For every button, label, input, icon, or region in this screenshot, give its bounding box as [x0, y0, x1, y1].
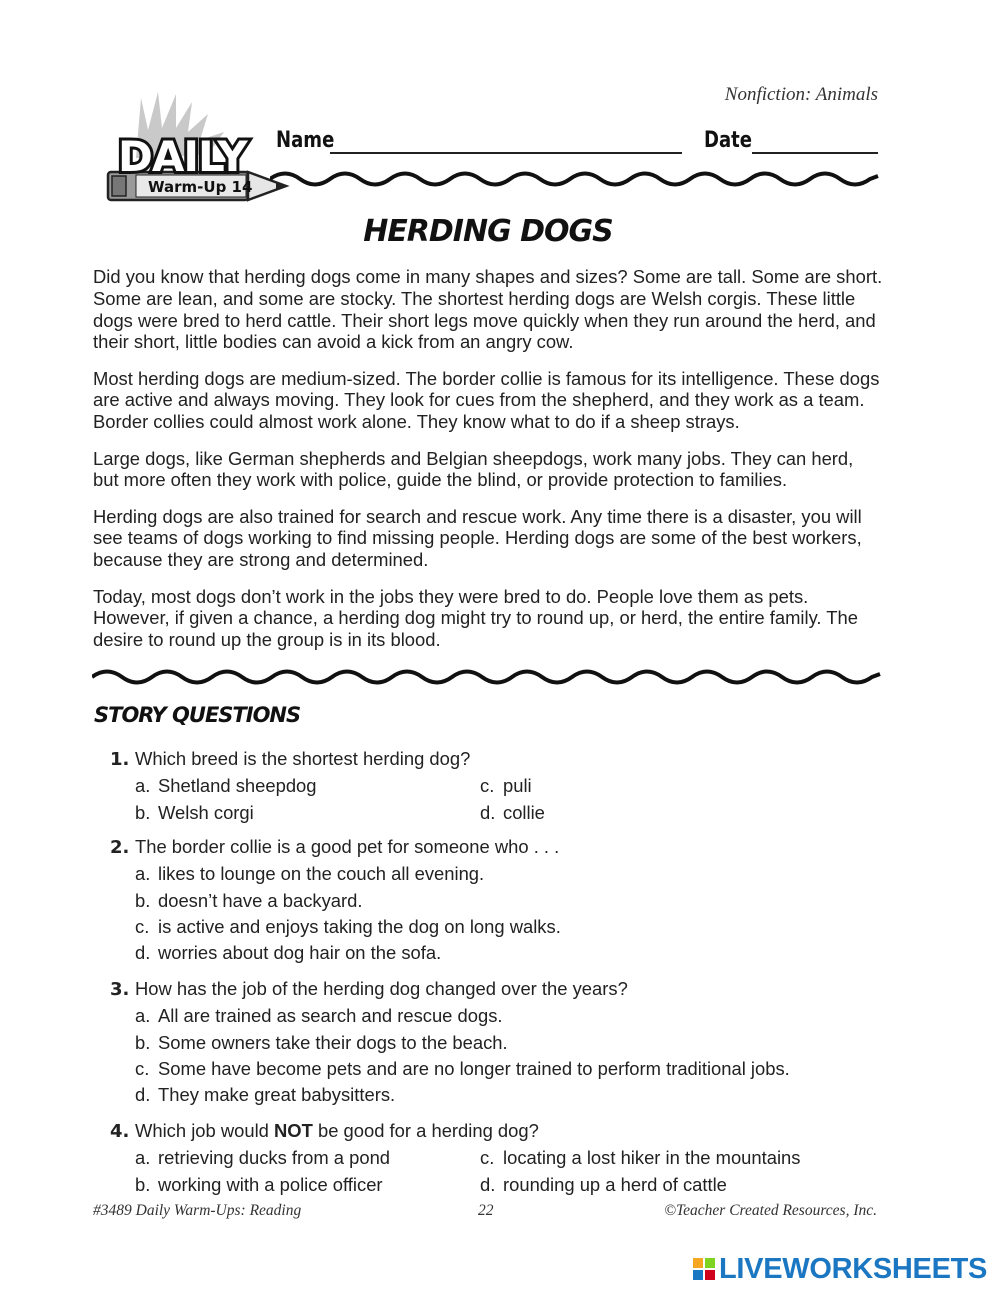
- question-text: Which job would NOT be good for a herding dog?: [135, 1120, 539, 1141]
- answer-option-b[interactable]: b. working with a police officer: [135, 1173, 383, 1195]
- wave-divider-middle: [92, 666, 882, 688]
- answer-option-d[interactable]: d. worries about dog hair on the sofa.: [135, 942, 442, 964]
- answer-option-a[interactable]: a. Shetland sheepdog: [135, 775, 317, 797]
- story-paragraph: Today, most dogs don’t work in the jobs they were bred to do. People love them as pets. However, if given a chance, a herding dog might try to round up, or herd, the entire family. The desire to round up the group is in its blood.: [93, 585, 858, 651]
- answer-option-c[interactable]: c. puli: [480, 775, 532, 797]
- answer-option-c[interactable]: c. Some have become pets and are no longer trained to perform traditional jobs.: [135, 1057, 790, 1079]
- daily-word: [118, 132, 248, 181]
- answer-option-d[interactable]: d. collie: [480, 801, 545, 823]
- answer-option-d[interactable]: d. rounding up a herd of cattle: [480, 1173, 727, 1195]
- question-number: 4.: [110, 1121, 130, 1142]
- question-number: 3.: [110, 979, 130, 1000]
- liveworksheets-logo-icon: [693, 1258, 715, 1280]
- warm-up-number: Warm-Up 14: [148, 178, 253, 196]
- category-label: Nonfiction: Animals: [724, 84, 878, 105]
- answer-option-a[interactable]: a. retrieving ducks from a pond: [135, 1147, 391, 1169]
- question-1: [110, 746, 890, 826]
- liveworksheets-brand[interactable]: [693, 1252, 987, 1286]
- answer-option-b[interactable]: b. Some owners take their dogs to the beach.: [135, 1031, 508, 1053]
- answer-option-a[interactable]: a. All are trained as search and rescue dogs.: [135, 1005, 503, 1027]
- question-2: [110, 834, 890, 966]
- page-title: HERDING DOGS: [363, 214, 613, 249]
- footer-page-number: 22: [478, 1202, 494, 1219]
- answer-option-c[interactable]: c. is active and enjoys taking the dog on long walks.: [135, 915, 561, 937]
- answer-option-b[interactable]: b. Welsh corgi: [135, 801, 254, 823]
- question-4: [110, 1118, 890, 1198]
- questions-list: [110, 746, 910, 1206]
- question-text: How has the job of the herding dog changed over the years?: [135, 978, 628, 999]
- questions-heading: STORY QUESTIONS: [94, 703, 301, 727]
- story-paragraph: Large dogs, like German shepherds and Belgian sheepdogs, work many jobs. They can herd, but more often they work with police, guide the blind, or provide protection to families.: [93, 447, 854, 491]
- question-text: Which breed is the shortest herding dog?: [135, 748, 471, 769]
- answer-option-d[interactable]: d. They make great babysitters.: [135, 1084, 396, 1106]
- footer-copyright: ©Teacher Created Resources, Inc.: [664, 1202, 877, 1219]
- story-paragraph: Did you know that herding dogs come in many shapes and sizes? Some are tall. Some are short. Some are lean, and some are stocky. The shortest herding dogs are Welsh corgis. These little dogs were bred to herd cattle. Their short legs move quickly when they run around the herd, and their short, little bodies can avoid a kick from an angry cow.: [93, 266, 883, 353]
- question-number: 2.: [110, 837, 130, 858]
- footer-book-title: #3489 Daily Warm-Ups: Reading: [93, 1202, 302, 1219]
- date-field-line[interactable]: [752, 152, 878, 154]
- answer-option-a[interactable]: a. likes to lounge on the couch all evening.: [135, 863, 485, 885]
- liveworksheets-wordmark: LIVEWORKSHEETS: [719, 1252, 988, 1285]
- emphasis-not: NOT: [274, 1120, 313, 1141]
- name-label: Name: [276, 128, 335, 153]
- question-3: [110, 976, 890, 1108]
- story-paragraph: Herding dogs are also trained for search and rescue work. Any time there is a disaster, you will see teams of dogs working to find missing people. Herding dogs are some of the best workers, because they are strong and determined.: [93, 505, 862, 571]
- story-text: [93, 266, 883, 665]
- daily-warm-up-logo: [96, 88, 296, 208]
- answer-option-c[interactable]: c. locating a lost hiker in the mountains: [480, 1147, 801, 1169]
- svg-text:DAILY: DAILY: [118, 132, 247, 181]
- wave-divider-top: [270, 168, 880, 190]
- date-label: Date: [704, 128, 753, 153]
- name-field-line[interactable]: [330, 152, 682, 154]
- answer-option-b[interactable]: b. doesn’t have a backyard.: [135, 889, 363, 911]
- story-paragraph: Most herding dogs are medium-sized. The border collie is famous for its intelligence. These dogs are active and always moving. They look for cues from the shepherd, and they work as a team. Border collies could almost work alone. They know what to do if a sheep strays.: [93, 367, 880, 433]
- question-number: 1.: [110, 749, 130, 770]
- question-text: The border collie is a good pet for someone who . . .: [135, 836, 560, 857]
